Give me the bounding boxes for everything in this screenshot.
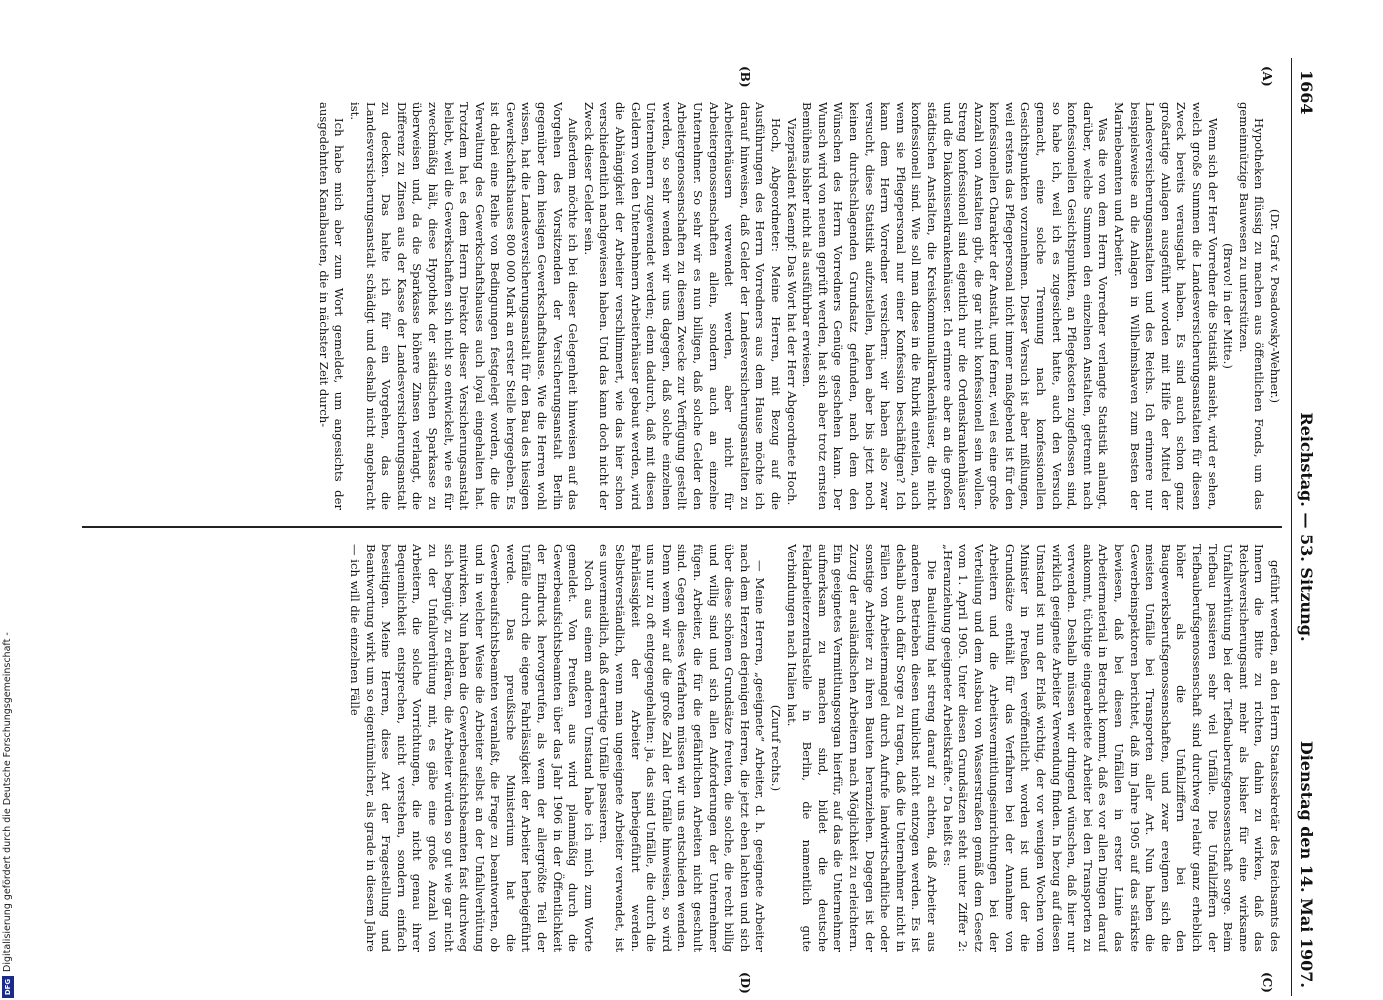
speaker-reference: (Dr. Graf v. Posadowsky-Wehner.) [1268,208,1282,404]
paragraph: Noch aus einem anderen Umstand habe ich mich zum Worte gemeldet. Von Preußen aus wird planmäßig durch die Gewerbeaufsichtsbeamten über das Jahr 1906 in der Öffentlichkeit der Eindruck hervorgerufen, als wenn der allergrößte Teil der Unfälle durch die eigene Fahrlässigkeit der Arbeiter herbeigeführt werde. Das preußische Ministerium hat die Gewerbeaufsichtsbeamten veranlaßt, die Frage zu beantworten, ob und in welcher Weise die Arbeiter selbst an der Unfallverhütung mitwirken. Nun haben die Gewerbeaufsichtsbeamten fast durchweg sich begnügt, zu erklären, die Arbeiter würden so gut wie gar nicht zu der Unfallverhütung mit, es gäbe eine große Anzahl von Arbeitern, die solche Vorrichtungen, die nicht genau ihrer Bequemlichkeit entsprechen, nicht verstehen, sondern einfach beseitigen. Meine Herren, diese Art der Fragestellung und Beantwortung wirkt um so eigentümlicher, als grade in diesem Jahre — ich will die einzelnen Fälle [347,544,596,952]
session-date: Dienstag den 14. Mai 1907. [1297,740,1316,988]
paragraph: Hypotheken flüssig zu machen aus öffentlichen Fonds, um das gemeinnützige Bauwesen zu unterstützen. [1236,102,1267,510]
paragraph: Was die von dem Herrn Vorredner verlangte Statistik anlangt, darüber, welche Summen den einzelnen Anstalten, getrennt nach konfessionellen Gesichtspunkten, an Pflegekosten zugeflossen sind, so habe ich, weil ich es zugesichert hatte, auch den Versuch gemacht, eine solche Trennung nach konfessionellen Gesichtspunkten vorzunehmen. Dieser Versuch ist aber mißlungen, weil erstens das Pflegepersonal nicht immer maßgebend ist für den konfessionellen Charakter der Anstalt, und ferner, weil es eine große Anzahl von Anstalten gibt, die gar nicht konfessionell sein wollen. Streng konfessionell sind eigentlich nur die Ordenskrankenhäuser und die Diakonissenkrankenhäuser. Ich erinnere aber an die großen städtischen Anstalten, die Kreiskommunalkrankenhäuser, die nicht konfessionell sind. Wie soll man diese in die Rubrik einteilen, auch wenn sie Pflegepersonal nur einer Konfession beschäftigen? Ich kann dem Herrn Vorredner versichern: wir haben also zwar versucht, diese Statistik aufzustellen, haben aber bis jetzt noch keinen durchschlagenden Grundsatz gefunden, nach dem den Wünschen des Herrn Vorredners Genüge geschehen kann. Der Wunsch wird von neuem geprüft werden, hat sich aber trotz ernsten Bemühens bisher nicht als ausführbar erwiesen. [800,102,1111,510]
column-divider [82,526,1282,528]
margin-letter-a: (A) [1260,66,1274,87]
page-header [1292,58,1318,996]
margin-letter-b: (B) [738,66,752,88]
funding-notice [0,20,16,1000]
margin-letter-d: (D) [738,972,752,994]
margin-letter-c: (C) [1260,972,1274,993]
document-page [63,58,1318,996]
right-column [82,544,1282,952]
dfg-logo: DFG [2,976,14,998]
applause-note: (Bravo! in der Mitte.) [1221,243,1236,369]
paragraph: Außerdem möchte ich bei dieser Gelegenheit hinweisen auf das Vorgehen des Vorsitzenden der Versicherungsanstalt Berlin gegenüber dem hiesigen Gewerkschaftshause. Wie die Herren wohl wissen, hat die Landesversicherungsanstalt für den Bau des hiesigen Gewerkschaftshauses 800 000 Mark an erster Stelle hergegeben. Es ist dabei eine Reihe von Bedingungen festgelegt worden, die die Verwaltung des Gewerkschaftshauses auch loyal eingehalten hat. Trotzdem hat es dem Herrn Direktor dieser Versicherungsanstalt beliebt, weil die Gewerkschaften sich nicht so entwickelt, wie es für zweckmäßig hält, diese Hypothek der städtischen Sparkasse zu überweisen und, da die Sparkasse höhere Zinsen verlangt, die Differenz zu Zinsen aus der Kasse der Landesversicherungsanstalt zu decken. Das halte ich für ein Vorgehen, das die Landesversicherungsanstalt schädigt und deshalb nicht angebracht ist. [347,102,581,510]
quoted-regulation: Die Bauleitung hat streng darauf zu achten, daß Arbeiter aus anderen Betrieben diesen tunlichst nicht entzogen werden. Es ist deshalb auch dafür Sorge zu tragen, daß die Unternehmer nicht in Fällen von Arbeitermangel durch Aufrufe landwirtschaftliche oder sonstige Arbeiter zu ihren Bauten heranziehen. Dagegen ist der Zuzug der ausländischen Arbeitern nach Möglichkeit zu erleichtern. Ein geeignetes Vermittlungsorgan hierfür, auf das die Unternehmer aufmerksam zu machen sind, bildet die deutsche Feldarbeiterzentralstelle in Berlin, die namentlich gute Verbindungen nach Italien hat. [784,544,939,952]
interjection-note: (Zuruf rechts.) [769,704,783,792]
paragraph: Ich habe mich aber zum Wort gemeldet, um angesichts der ausgedehnten Kanalbauten, die in nächster Zeit durch- [316,102,347,510]
header-rule [1291,58,1292,996]
left-column [82,102,1282,510]
paragraph: Wenn sich der Herr Vorredner die Statistik ansieht, wird er sehen, welch große Summen die Landesversicherungsanstalten für diesen Zweck bereits verausgabt haben. Es sind auch schon ganz großartige Anlagen ausgeführt worden mit Hilfe der Mittel der Landesversicherungsanstalten und des Reichs. Ich erinnere nur beispielsweise an die Anlagen in Wilhelmshaven zum Besten der Marinebeamten und Arbeiter. [1112,102,1220,510]
paragraph: geführt werden, an den Herrn Staatssekretär des Reichsamts des Innern die Bitte zu richten, dahin zu wirken, daß das Reichsversicherungsamt mehr als bisher für eine wirksame Unfallverhütung bei der Tiefbauberufsgenossenschaft sorge. Beim Tiefbau passieren sehr viel Unfälle. Die Unfallziffern der Tiefbauberufsgenossenschaft sind durchweg relativ ganz erheblich höher als die Unfallziffern bei den Baugewerksberufsgenossenschaften, und zwar ereignen sich die meisten Unfälle bei Transporten aller Art. Nun haben die Gewerbeinspektoren berichtet, daß im Jahre 1905 auf das stärkste bewiesen, daß bei diesen Unfällen in erster Linie das Arbeitermaterial in Betracht kommt, daß es vor allen Dingen darauf ankommt, tüchtige eingearbeitete Arbeiter bei den Transporten zu verwenden. Deshalb müssen wir dringend wünschen, daß hier nur wirklich geeignete Arbeiter Verwendung finden. In bezug auf diesen Umstand ist nun der Erlaß wichtig, der vor wenigen Wochen vom Minister in Preußen veröffentlicht worden ist und der die Grundsätze enthält für das Verfahren bei der Annahme von Arbeitern und die Arbeitsvermittlungseinrichtungen bei der Verteilung und dem Ausbau von Wasserstraßen gemäß dem Gesetz vom 1. April 1905. Unter diesen Grundsätzen steht unter Ziffer 2: „Heranziehung geeigneter Arbeitskräfte.“ Da heißt es: [940,544,1282,952]
funding-notice-text: Digitalisierung gefördert durch die Deutsche Forschungsgemeinschaft - [2,632,13,972]
page-number: 1664 [1297,70,1316,115]
paragraph: Hoch, Abgeordneter: Meine Herren, mit Bezug auf die Ausführungen des Herrn Vorredners aus dem Hause möchte ich darauf hinweisen, daß Gelder der Landesversicherungsanstalten zu Arbeiterhäusern verwendet werden, aber nicht für Arbeitergenossenschaften allein, sondern auch an einzelne Unternehmer. So sehr wir es nun billigen, daß solche Gelder den Arbeitergenossenschaften zu diesem Zwecke zur Verfügung gestellt werden, so sehr wenden wir uns dagegen, daß solche einzelnen Unternehmern zugewendet werden; denn dadurch, daß mit diesen Geldern von den Unternehmern Arbeiterhäuser gebaut werden, wird die Abhängigkeit der Arbeiter verschlimmert, wie das hier schon verschiedentlich nachgewiesen haben. Und das kann doch nicht der Zweck dieser Gelder sein. [581,102,783,510]
session-title: Reichstag. — 53. Sitzung. [1297,412,1316,642]
paragraph: — Meine Herren, „geeignete“ Arbeiter, d. h. geeignete Arbeiter nach dem Herzen derjenigen Herren, die jetzt eben lachten und sich über diese schönen Grundsätze freuten, die solche, die recht billig und willig sind und sich allen Anforderungen der Unternehmer fügen. Arbeiter, die für die gefährlichen Arbeiten nicht geschult sind. Gegen dieses Verfahren müssen wir uns entschieden wenden. Denn wenn wir auf die große Zahl der Unfälle hinweisen, so wird uns nur zu oft entgegengehalten: ja, das sind Unfälle, die durch die Fahrlässigkeit der Arbeiter herbeigeführt werden. Selbstverständlich, wenn man ungeeignete Arbeiter verwendet, ist es unvermeidlich, daß derartige Unfälle passieren. [597,544,768,952]
footer-strip [0,0,18,1000]
president-announcement: Vizepräsident Kaempf: Das Wort hat der Herr Abgeordnete Hoch. [784,118,799,506]
